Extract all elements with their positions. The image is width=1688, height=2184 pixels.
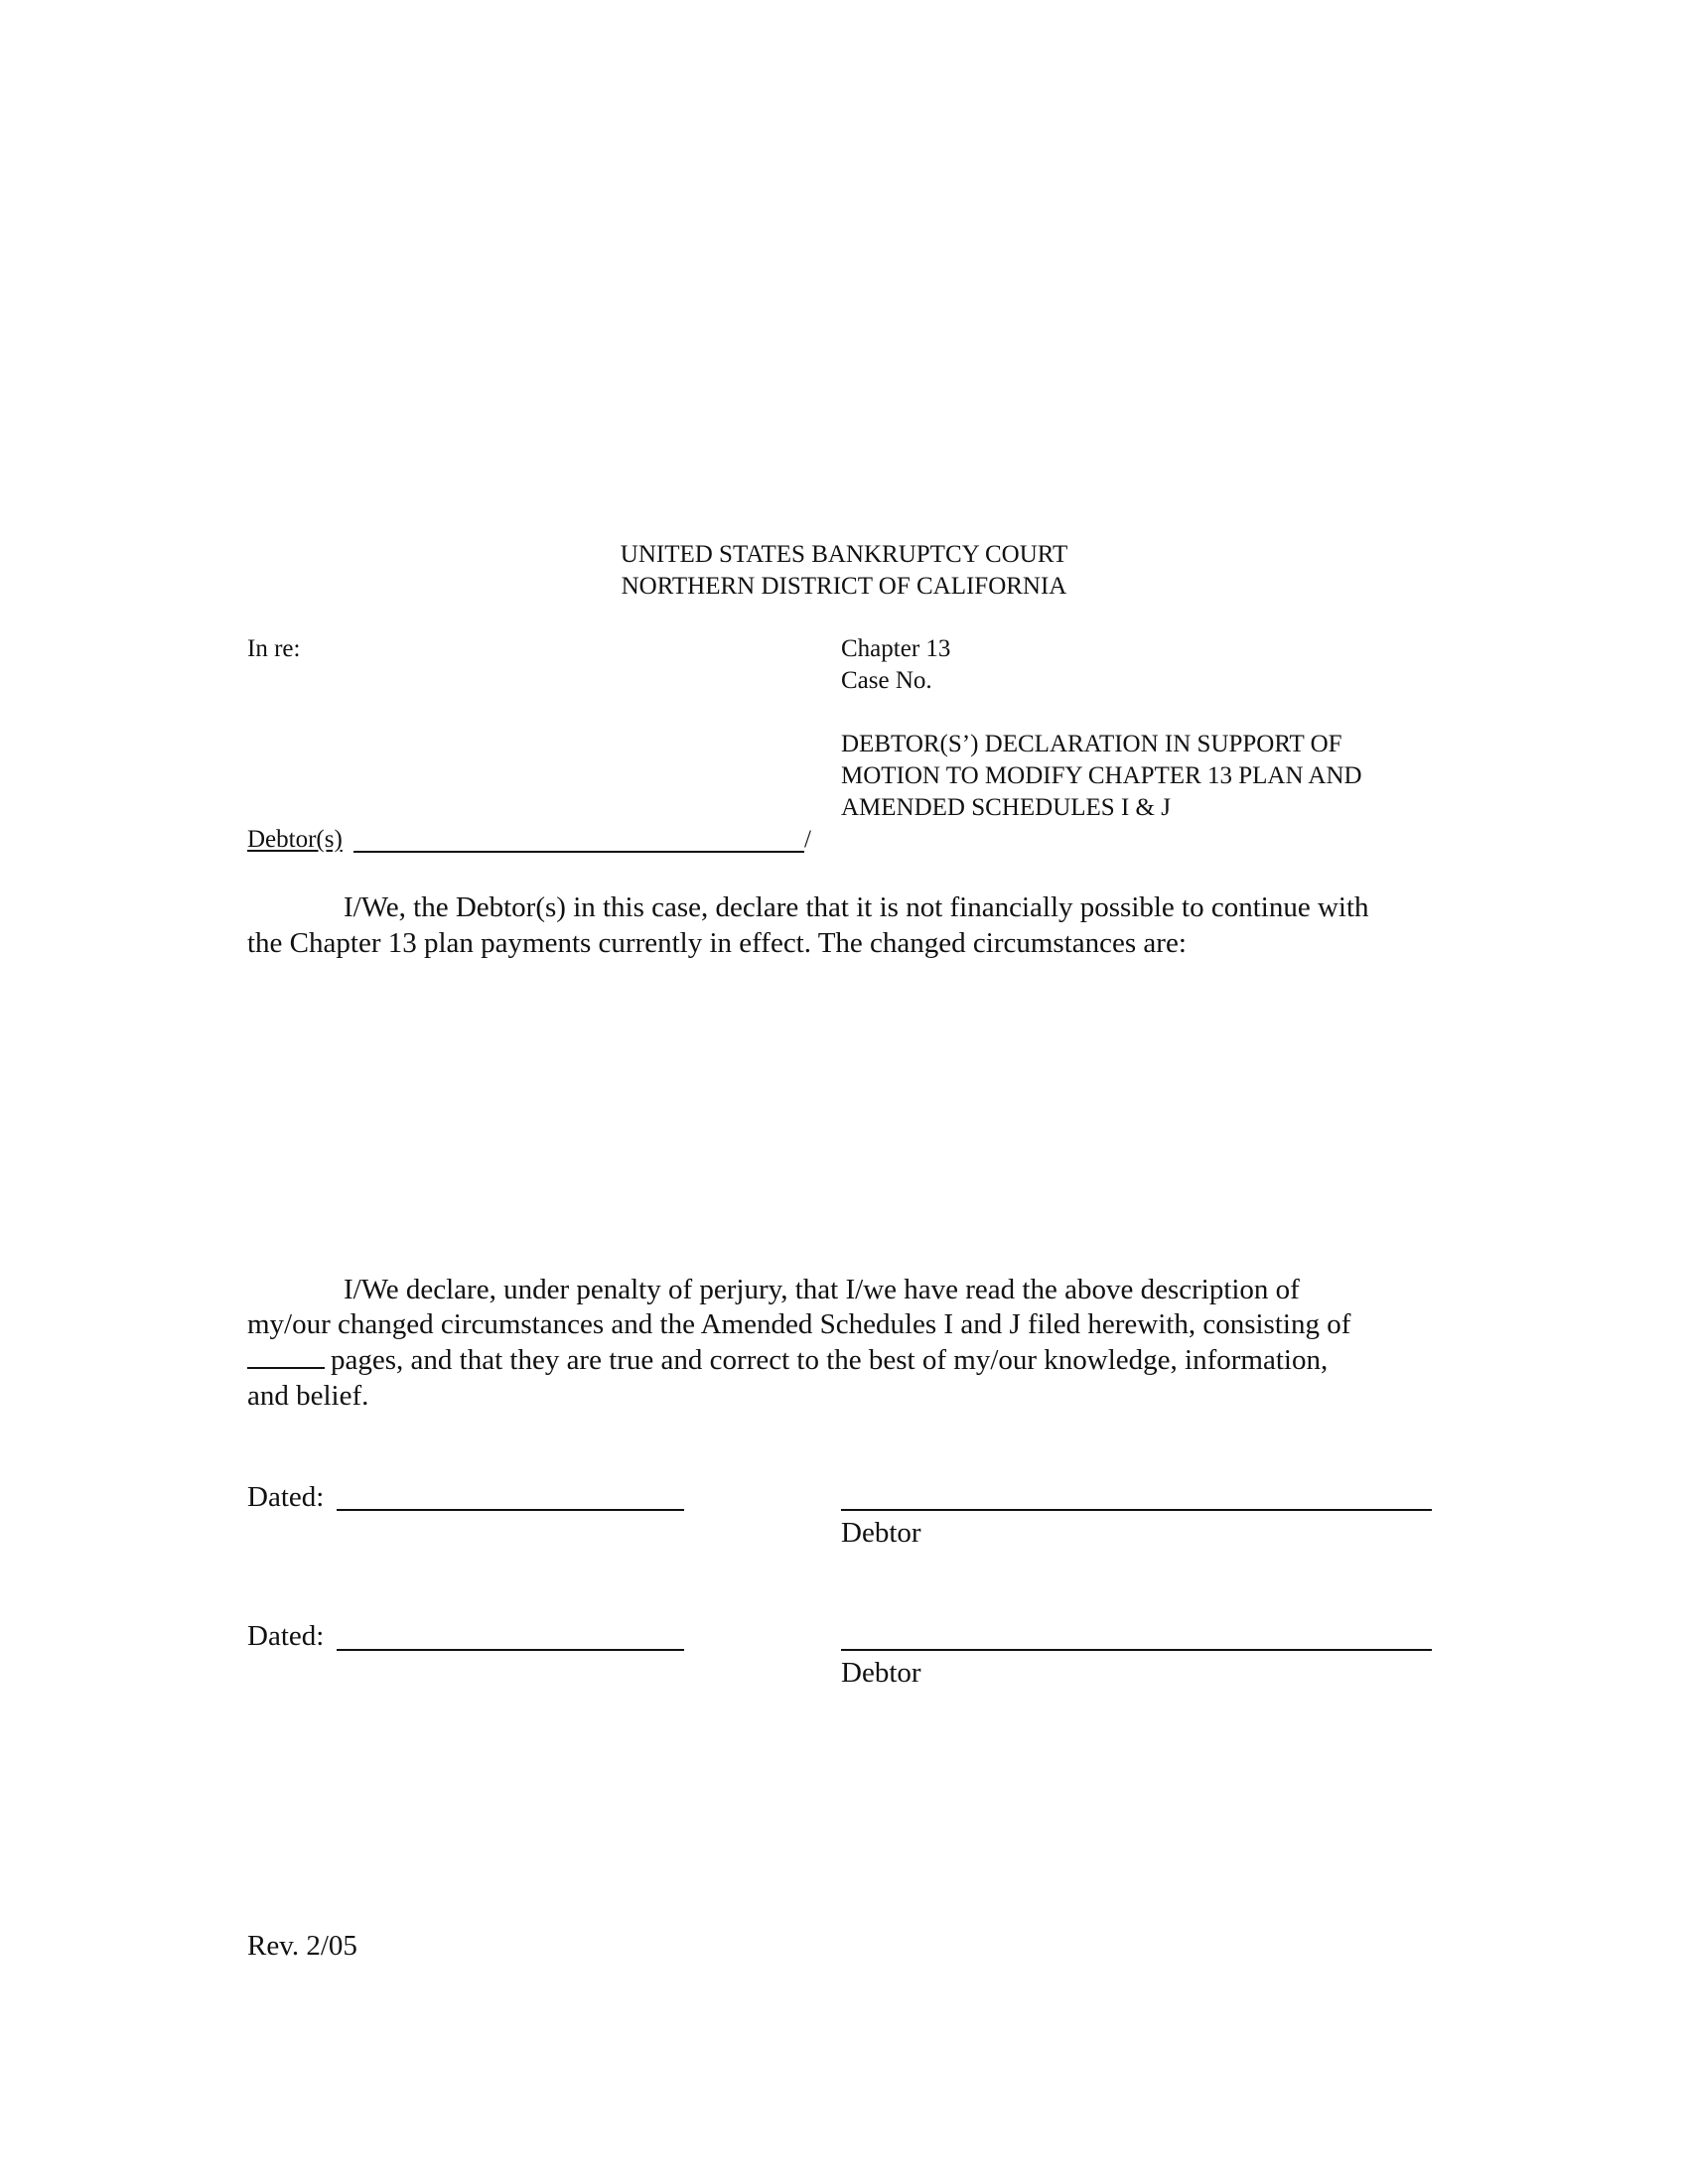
signer-label-2: Debtor [841,1657,921,1689]
case-number-label: Case No. [841,667,932,694]
signature-line-1[interactable] [841,1509,1432,1511]
date-line-2[interactable] [337,1649,684,1651]
date-line-1[interactable] [337,1509,684,1511]
in-re-label: In re: [247,635,301,662]
declaration-paragraph-1-line-1: I/We, the Debtor(s) in this case, declare that it is not financially possible to continue with [344,891,1369,923]
debtor-name-line [353,851,804,853]
declaration-paragraph-2-line-3 [247,1343,1429,1379]
declaration-paragraph-1-line-2: the Chapter 13 plan payments currently in effect. The changed circumstances are: [247,927,1187,959]
revision-footer: Rev. 2/05 [247,1930,357,1962]
declaration-paragraph-2-line-4: and belief. [247,1380,369,1412]
document-title-line-2: MOTION TO MODIFY CHAPTER 13 PLAN AND [841,762,1362,789]
dated-label-2: Dated: [247,1620,325,1652]
signer-label-1: Debtor [841,1517,921,1549]
paragraph-2-line-3-text: pages, and that they are true and correct to the best of my/our knowledge, information, [331,1344,1329,1376]
document-title-line-3: AMENDED SCHEDULES I & J [841,794,1171,821]
page-count-blank[interactable] [247,1345,325,1369]
declaration-paragraph-2-line-1: I/We declare, under penalty of perjury, that I/we have read the above description of [344,1274,1300,1305]
court-name: UNITED STATES BANKRUPTCY COURT [620,541,1068,568]
dated-label-1: Dated: [247,1481,325,1513]
signature-line-2[interactable] [841,1649,1432,1651]
document-title-line-1: DEBTOR(S’) DECLARATION IN SUPPORT OF [841,731,1342,757]
debtor-label: Debtor(s) [247,826,343,853]
chapter-label: Chapter 13 [841,635,951,662]
court-district: NORTHERN DISTRICT OF CALIFORNIA [621,573,1067,600]
declaration-paragraph-2-line-2: my/our changed circumstances and the Amended Schedules I and J filed herewith, consisting of [247,1308,1351,1340]
caption-slash: / [804,826,811,853]
